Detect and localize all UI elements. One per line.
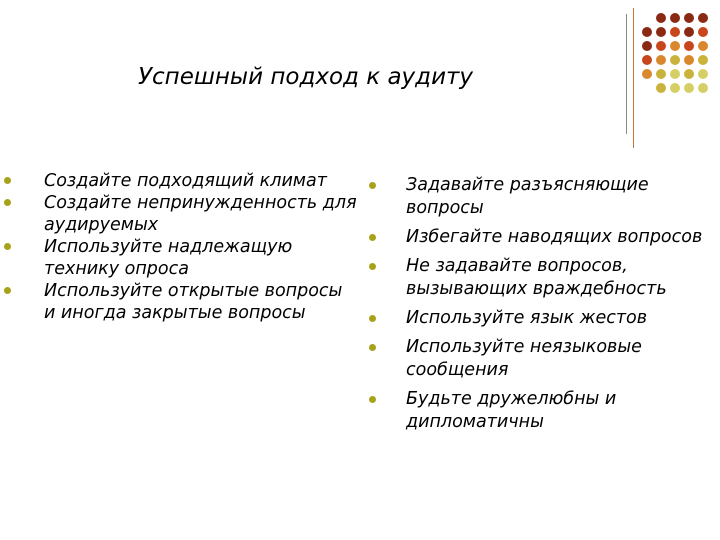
bullet-icon	[369, 396, 376, 403]
ornament-dot	[684, 55, 694, 65]
bullet-icon	[369, 234, 376, 241]
ornament-dot	[642, 27, 652, 37]
ornament-dot	[684, 27, 694, 37]
list-item	[406, 174, 720, 220]
ornament-dot	[670, 69, 680, 79]
list-item	[44, 280, 359, 324]
ornament-dot	[698, 13, 708, 23]
bullet-icon	[369, 263, 376, 270]
bullet-icon	[369, 344, 376, 351]
ornament-dot	[698, 55, 708, 65]
list-item	[406, 255, 720, 301]
list-item-text: Задавайте разъясняющие вопросы	[406, 175, 649, 218]
ornament-dot	[656, 55, 666, 65]
list-item-text: Избегайте наводящих вопросов	[406, 227, 703, 247]
list-item	[406, 226, 720, 249]
list-item	[406, 388, 720, 434]
ornament-dot	[656, 69, 666, 79]
ornament-dot	[656, 41, 666, 51]
ornament-dot	[698, 27, 708, 37]
ornament-dot	[670, 27, 680, 37]
ornament-dot	[656, 83, 666, 93]
ornament-dot	[684, 69, 694, 79]
ornament-dot	[670, 83, 680, 93]
list-item-text: Используйте открытые вопросы и иногда закрытые вопросы	[44, 281, 343, 323]
dot-grid-ornament-icon	[0, 0, 720, 160]
ornament-dot	[656, 27, 666, 37]
bullet-icon	[369, 182, 376, 189]
list-item-text: Используйте надлежащую технику опроса	[44, 237, 293, 279]
list-item-text: Используйте язык жестов	[406, 308, 648, 328]
ornament-dot	[642, 41, 652, 51]
ornament-dot	[642, 69, 652, 79]
ornament-dot	[670, 41, 680, 51]
list-item-text: Используйте неязыковые сообщения	[406, 337, 642, 380]
list-item	[406, 336, 720, 382]
ornament-dot	[642, 55, 652, 65]
list-item-text: Не задавайте вопросов, вызывающих враждебность	[406, 256, 667, 299]
ornament-dot	[670, 13, 680, 23]
list-item	[406, 307, 720, 330]
bullet-icon	[4, 177, 11, 184]
ornament-dot	[684, 41, 694, 51]
left-bullet-list	[44, 170, 359, 324]
list-item-text: Создайте подходящий климат	[44, 171, 327, 191]
list-item-text: Будьте дружелюбны и дипломатичны	[406, 389, 617, 432]
bullet-icon	[369, 315, 376, 322]
ornament-dot	[698, 83, 708, 93]
ornament-dot	[670, 55, 680, 65]
slide-title: Успешный подход к аудиту	[138, 64, 474, 90]
ornament-dot	[698, 69, 708, 79]
list-item-text: Создайте непринужденность для аудируемых	[44, 193, 357, 235]
bullet-icon	[4, 199, 11, 206]
right-bullet-list	[406, 174, 720, 440]
ornament-dot	[656, 13, 666, 23]
ornament-dot	[698, 41, 708, 51]
list-item	[44, 192, 359, 236]
bullet-icon	[4, 287, 11, 294]
ornament-dot	[684, 83, 694, 93]
bullet-icon	[4, 243, 11, 250]
list-item	[44, 170, 359, 192]
list-item	[44, 236, 359, 280]
ornament-dot	[684, 13, 694, 23]
